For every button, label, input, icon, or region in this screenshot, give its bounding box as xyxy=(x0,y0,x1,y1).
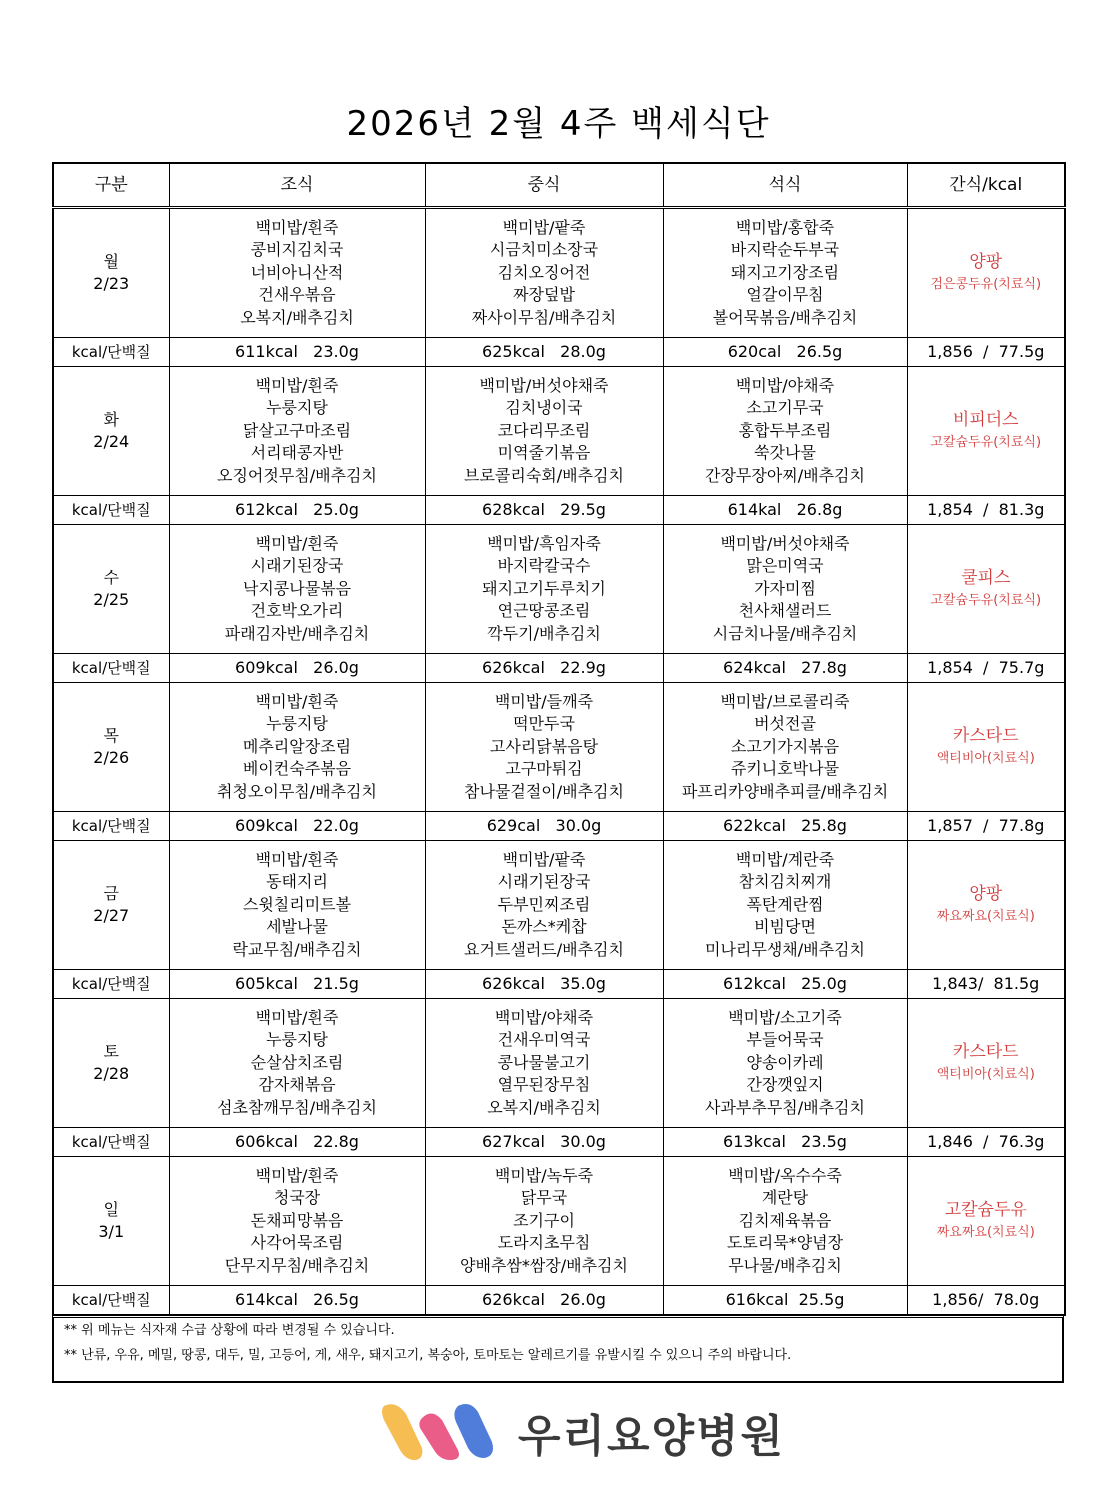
menu-item: 짜장덮밥 xyxy=(513,285,575,305)
kcal-lunch: 625kcal 28.0g xyxy=(425,338,663,367)
day-row xyxy=(53,1157,1065,1286)
menu-item: 시금치미소장국 xyxy=(489,240,599,260)
lunch-cell xyxy=(425,999,663,1128)
kcal-row xyxy=(53,338,1065,367)
snack-item: 쿨피스 xyxy=(961,568,1011,588)
menu-item: 취청오이무침/배추김치 xyxy=(217,781,377,801)
kcal-row xyxy=(53,496,1065,525)
day-row xyxy=(53,841,1065,970)
dinner-cell xyxy=(663,367,907,496)
note-line: ** 난류, 우유, 메밀, 땅콩, 대두, 밀, 고등어, 게, 새우, 돼지고기, 복숭아, 토마토는 알레르기를 유발시킬 수 있으니 주의 바랍니다. xyxy=(64,1348,792,1363)
menu-item: 청국장 xyxy=(273,1188,321,1208)
menu-item: 감자채볶음 xyxy=(258,1075,336,1095)
day-date: 2/24 xyxy=(93,432,130,451)
menu-item: 오복지/배추김치 xyxy=(487,1097,601,1117)
menu-item: 백미밥/옥수수죽 xyxy=(728,1165,842,1185)
menu-item: 백미밥/흰죽 xyxy=(255,691,339,711)
menu-item: 동태지리 xyxy=(266,872,328,892)
day-label: 토 xyxy=(103,1041,119,1061)
menu-item: 섬초참깨무침/배추김치 xyxy=(217,1097,377,1117)
menu-item: 세발나물 xyxy=(266,917,328,937)
menu-item: 브로콜리숙회/배추김치 xyxy=(464,465,624,485)
day-label: 수 xyxy=(103,567,119,587)
day-label: 금 xyxy=(103,883,119,903)
menu-item: 콩나물불고기 xyxy=(497,1052,591,1072)
snack-item: 비피더스 xyxy=(952,410,1019,430)
day-label: 화 xyxy=(103,409,119,429)
breakfast-cell xyxy=(169,208,425,338)
page-title: 2026년 2월 4주 백세식단 xyxy=(346,104,771,144)
menu-item: 바지락칼국수 xyxy=(497,556,591,576)
breakfast-cell xyxy=(169,367,425,496)
day-cell xyxy=(53,1157,169,1286)
menu-item: 백미밥/흰죽 xyxy=(255,1165,339,1185)
kcal-breakfast: 609kcal 26.0g xyxy=(169,654,425,683)
day-date: 2/26 xyxy=(93,748,130,767)
dinner-cell xyxy=(663,525,907,654)
kcal-breakfast: 612kcal 25.0g xyxy=(169,496,425,525)
lunch-cell xyxy=(425,525,663,654)
menu-item: 백미밥/팥죽 xyxy=(502,849,586,869)
menu-item: 락교무침/배추김치 xyxy=(232,939,362,959)
snack-cell xyxy=(907,208,1065,338)
day-cell xyxy=(53,841,169,970)
menu-item: 계란탕 xyxy=(761,1188,809,1208)
kcal-total: 1,854 / 75.7g xyxy=(907,654,1065,683)
menu-item: 스윗칠리미트볼 xyxy=(242,894,352,914)
menu-item: 백미밥/흰죽 xyxy=(255,217,339,237)
lunch-cell xyxy=(425,841,663,970)
kcal-label: kcal/단백질 xyxy=(53,812,169,841)
day-date: 3/1 xyxy=(98,1222,125,1241)
menu-item: 오징어젓무침/배추김치 xyxy=(217,465,377,485)
menu-item: 바지락순두부국 xyxy=(730,240,840,260)
menu-item: 두부민찌조림 xyxy=(497,894,591,914)
kcal-row xyxy=(53,1286,1065,1316)
day-date: 2/28 xyxy=(93,1064,130,1083)
kcal-lunch: 627kcal 30.0g xyxy=(425,1128,663,1157)
menu-item: 단무지무침/배추김치 xyxy=(224,1255,370,1275)
kcal-breakfast: 614kcal 26.5g xyxy=(169,1286,425,1316)
kcal-dinner: 612kcal 25.0g xyxy=(663,970,907,999)
lunch-cell xyxy=(425,1157,663,1286)
day-cell xyxy=(53,999,169,1128)
logo-text: 우리요양병원 xyxy=(518,1411,786,1462)
menu-item: 폭탄계란찜 xyxy=(746,894,824,914)
menu-item: 소고기가지볶음 xyxy=(730,736,840,756)
kcal-lunch: 626kcal 26.0g xyxy=(425,1286,663,1316)
kcal-label: kcal/단백질 xyxy=(53,1286,169,1316)
snack-sub-item: 고칼슘두유(치료식) xyxy=(930,593,1042,608)
menu-item: 참나물겉절이/배추김치 xyxy=(464,781,624,801)
menu-item: 고사리닭볶음탕 xyxy=(489,736,599,756)
snack-cell xyxy=(907,1157,1065,1286)
kcal-label: kcal/단백질 xyxy=(53,496,169,525)
snack-cell xyxy=(907,841,1065,970)
snack-sub-item: 액티비아(치료식) xyxy=(936,751,1035,766)
kcal-label: kcal/단백질 xyxy=(53,970,169,999)
kcal-total: 1,857 / 77.8g xyxy=(907,812,1065,841)
day-date: 2/25 xyxy=(93,590,130,609)
menu-item: 백미밥/계란죽 xyxy=(735,849,835,869)
lunch-cell xyxy=(425,367,663,496)
dinner-cell xyxy=(663,999,907,1128)
kcal-row xyxy=(53,654,1065,683)
header-dinner: 석식 xyxy=(663,163,907,208)
menu-item: 사각어묵조림 xyxy=(250,1233,344,1253)
day-label: 일 xyxy=(103,1199,119,1219)
day-date: 2/23 xyxy=(93,274,130,293)
menu-item: 돈까스*케찹 xyxy=(501,917,587,937)
lunch-cell xyxy=(425,683,663,812)
menu-item: 양송이카레 xyxy=(746,1052,824,1072)
menu-item: 사과부추무침/배추김치 xyxy=(705,1097,865,1117)
menu-item: 백미밥/야채죽 xyxy=(735,375,835,395)
menu-item: 백미밥/소고기죽 xyxy=(728,1007,842,1027)
kcal-dinner: 622kcal 25.8g xyxy=(663,812,907,841)
kcal-lunch: 628kcal 29.5g xyxy=(425,496,663,525)
day-row xyxy=(53,525,1065,654)
dinner-cell xyxy=(663,208,907,338)
menu-item: 돈채피망볶음 xyxy=(250,1210,344,1230)
kcal-row xyxy=(53,812,1065,841)
menu-item: 요거트샐러드/배추김치 xyxy=(464,939,624,959)
menu-item: 백미밥/들깨죽 xyxy=(494,691,594,711)
menu-item: 순살삼치조림 xyxy=(250,1052,344,1072)
dinner-cell xyxy=(663,1157,907,1286)
menu-item: 건새우미역국 xyxy=(497,1030,591,1050)
menu-item: 깍두기/배추김치 xyxy=(487,623,601,643)
kcal-breakfast: 606kcal 22.8g xyxy=(169,1128,425,1157)
menu-item: 코다리무조림 xyxy=(497,420,591,440)
snack-sub-item: 고칼슘두유(치료식) xyxy=(930,435,1042,450)
menu-item: 고구마튀김 xyxy=(505,759,583,779)
menu-item: 백미밥/홍합죽 xyxy=(735,217,835,237)
snack-item: 카스타드 xyxy=(952,1042,1019,1062)
menu-item: 백미밥/버섯야채죽 xyxy=(479,375,609,395)
dinner-cell xyxy=(663,841,907,970)
day-row xyxy=(53,367,1065,496)
header-snack: 간식/kcal xyxy=(907,163,1065,208)
menu-item: 백미밥/흰죽 xyxy=(255,1007,339,1027)
kcal-lunch: 626kcal 22.9g xyxy=(425,654,663,683)
day-date: 2/27 xyxy=(93,906,130,925)
menu-item: 가자미찜 xyxy=(754,578,816,598)
menu-item: 김치오징어전 xyxy=(497,262,591,282)
menu-item: 베이컨숙주볶음 xyxy=(242,759,352,779)
snack-item: 고칼슘두유 xyxy=(944,1200,1027,1220)
menu-item: 쑥갓나물 xyxy=(754,443,816,463)
breakfast-cell xyxy=(169,683,425,812)
menu-item: 시래기된장국 xyxy=(497,872,591,892)
kcal-dinner: 620cal 26.5g xyxy=(663,338,907,367)
menu-item: 백미밥/녹두죽 xyxy=(494,1165,594,1185)
day-label: 목 xyxy=(103,725,119,745)
header-breakfast: 조식 xyxy=(169,163,425,208)
kcal-lunch: 629cal 30.0g xyxy=(425,812,663,841)
menu-item: 백미밥/흰죽 xyxy=(255,533,339,553)
day-row xyxy=(53,208,1065,338)
menu-item: 돼지고기장조림 xyxy=(730,262,840,282)
menu-item: 비빔당면 xyxy=(754,917,816,937)
snack-cell xyxy=(907,999,1065,1128)
kcal-breakfast: 611kcal 23.0g xyxy=(169,338,425,367)
menu-item: 양배추쌈*쌈장/배추김치 xyxy=(460,1255,628,1275)
kcal-total: 1,854 / 81.3g xyxy=(907,496,1065,525)
menu-item: 열무된장무침 xyxy=(497,1075,591,1095)
kcal-breakfast: 609kcal 22.0g xyxy=(169,812,425,841)
day-label: 월 xyxy=(103,251,119,271)
menu-item: 서리태콩자반 xyxy=(250,443,344,463)
menu-item: 파래김자반/배추김치 xyxy=(224,623,370,643)
kcal-dinner: 614kal 26.8g xyxy=(663,496,907,525)
menu-item: 건호박오가리 xyxy=(250,601,344,621)
kcal-label: kcal/단백질 xyxy=(53,654,169,683)
menu-item: 누룽지탕 xyxy=(266,1030,328,1050)
kcal-breakfast: 605kcal 21.5g xyxy=(169,970,425,999)
menu-item: 맑은미역국 xyxy=(746,556,824,576)
menu-item: 부들어묵국 xyxy=(746,1030,824,1050)
kcal-lunch: 626kcal 35.0g xyxy=(425,970,663,999)
snack-item: 카스타드 xyxy=(952,726,1019,746)
menu-item: 간장무장아찌/배추김치 xyxy=(705,465,865,485)
kcal-row xyxy=(53,970,1065,999)
kcal-label: kcal/단백질 xyxy=(53,1128,169,1157)
breakfast-cell xyxy=(169,999,425,1128)
menu-item: 메추리알장조림 xyxy=(242,736,352,756)
menu-item: 버섯전골 xyxy=(754,714,816,734)
notes-box xyxy=(52,1315,1064,1383)
menu-item: 떡만두국 xyxy=(513,714,575,734)
day-row xyxy=(53,999,1065,1128)
menu-item: 돼지고기두루치기 xyxy=(482,578,606,598)
snack-sub-item: 짜요짜요(치료식) xyxy=(936,909,1035,924)
kcal-dinner: 613kcal 23.5g xyxy=(663,1128,907,1157)
kcal-row xyxy=(53,1128,1065,1157)
logo-mark-icon xyxy=(378,1398,506,1462)
menu-item: 김치제육볶음 xyxy=(738,1210,832,1230)
snack-cell xyxy=(907,683,1065,812)
menu-item: 닭살고구마조림 xyxy=(242,420,352,440)
snack-item: 양팡 xyxy=(969,884,1003,904)
menu-item: 건새우볶음 xyxy=(258,285,336,305)
menu-item: 백미밥/버섯야채죽 xyxy=(720,533,850,553)
day-cell xyxy=(53,208,169,338)
menu-item: 오복지/배추김치 xyxy=(240,307,354,327)
menu-item: 시래기된장국 xyxy=(250,556,344,576)
menu-item: 닭무국 xyxy=(520,1188,568,1208)
menu-item: 백미밥/흑임자죽 xyxy=(487,533,601,553)
snack-cell xyxy=(907,525,1065,654)
menu-item: 백미밥/야채죽 xyxy=(494,1007,594,1027)
menu-item: 볼어묵볶음/배추김치 xyxy=(712,307,858,327)
breakfast-cell xyxy=(169,1157,425,1286)
menu-item: 누룽지탕 xyxy=(266,398,328,418)
menu-item: 누룽지탕 xyxy=(266,714,328,734)
menu-item: 도라지초무침 xyxy=(497,1233,591,1253)
kcal-total: 1,856 / 77.5g xyxy=(907,338,1065,367)
kcal-total: 1,856/ 78.0g xyxy=(907,1286,1065,1316)
menu-item: 간장깻잎지 xyxy=(746,1075,824,1095)
header-row xyxy=(53,163,1065,208)
menu-item: 시금치나물/배추김치 xyxy=(712,623,858,643)
hospital-logo xyxy=(378,1398,786,1462)
menu-item: 미역줄기볶음 xyxy=(497,443,591,463)
snack-sub-item: 액티비아(치료식) xyxy=(936,1067,1035,1082)
snack-cell xyxy=(907,367,1065,496)
menu-item: 백미밥/흰죽 xyxy=(255,375,339,395)
menu-item: 파프리카양배추피클/배추김치 xyxy=(681,781,889,801)
menu-item: 도토리묵*양념장 xyxy=(726,1233,844,1253)
menu-item: 김치냉이국 xyxy=(505,398,583,418)
header-lunch: 중식 xyxy=(425,163,663,208)
menu-item: 참치김치찌개 xyxy=(738,872,832,892)
snack-sub-item: 검은콩두유(치료식) xyxy=(930,277,1042,292)
menu-item: 백미밥/팥죽 xyxy=(502,217,586,237)
day-cell xyxy=(53,367,169,496)
kcal-dinner: 624kcal 27.8g xyxy=(663,654,907,683)
breakfast-cell xyxy=(169,525,425,654)
kcal-label: kcal/단백질 xyxy=(53,338,169,367)
snack-sub-item: 짜요짜요(치료식) xyxy=(936,1225,1035,1240)
kcal-total: 1,846 / 76.3g xyxy=(907,1128,1065,1157)
menu-item: 낙지콩나물볶음 xyxy=(242,578,352,598)
menu-item: 조기구이 xyxy=(513,1210,575,1230)
menu-item: 짜사이무침/배추김치 xyxy=(471,307,617,327)
menu-item: 미나리무생채/배추김치 xyxy=(705,939,865,959)
kcal-dinner: 616kcal 25.5g xyxy=(663,1286,907,1316)
menu-item: 얼갈이무침 xyxy=(746,285,824,305)
day-row xyxy=(53,683,1065,812)
header-category: 구분 xyxy=(53,163,169,208)
snack-item: 양팡 xyxy=(969,252,1003,272)
menu-item: 백미밥/브로콜리죽 xyxy=(720,691,850,711)
menu-item: 콩비지김치국 xyxy=(250,240,344,260)
day-cell xyxy=(53,525,169,654)
menu-item: 홍합두부조림 xyxy=(738,420,832,440)
menu-item: 연근땅콩조림 xyxy=(497,601,591,621)
menu-item: 너비아니산적 xyxy=(250,262,344,282)
menu-item: 쥬키니호박나물 xyxy=(730,759,840,779)
dinner-cell xyxy=(663,683,907,812)
menu-item: 무나물/배추김치 xyxy=(728,1255,842,1275)
day-cell xyxy=(53,683,169,812)
breakfast-cell xyxy=(169,841,425,970)
menu-table xyxy=(52,162,1066,1316)
note-line: ** 위 메뉴는 식자재 수급 상황에 따라 변경될 수 있습니다. xyxy=(64,1323,395,1338)
kcal-total: 1,843/ 81.5g xyxy=(907,970,1065,999)
menu-item: 소고기무국 xyxy=(746,398,824,418)
menu-item: 천사채샐러드 xyxy=(738,601,832,621)
lunch-cell xyxy=(425,208,663,338)
menu-item: 백미밥/흰죽 xyxy=(255,849,339,869)
